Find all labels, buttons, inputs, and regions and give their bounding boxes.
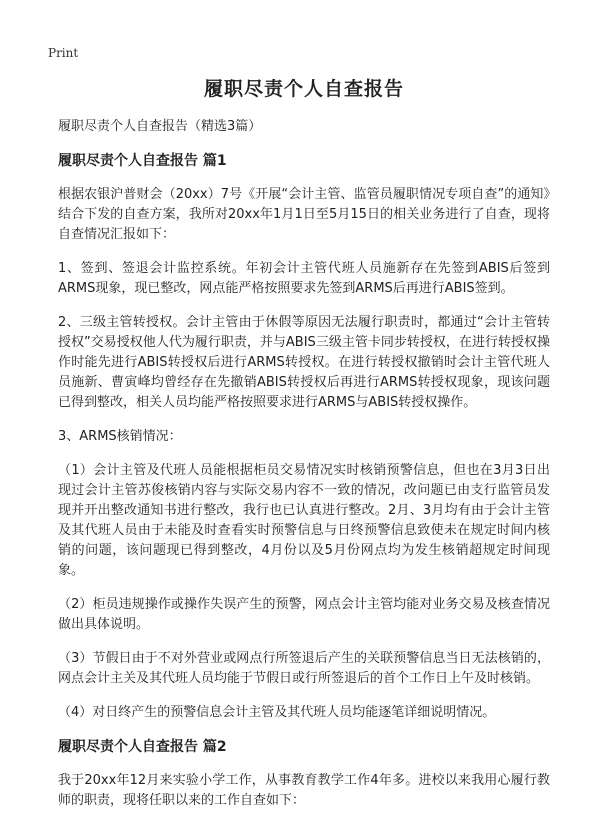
paragraph: （3）节假日由于不对外营业或网点行所签退后产生的关联预警信息当日无法核销的，网点会计主关及其代班人员均能于节假日或行所签退后的首个工作日上午及时核销。 [58,651,550,686]
paragraph: （1）会计主管及代班人员能根据柜员交易情况实时核销预警信息，但也在3月3日出现过会计主管苏俊核销内容与实际交易内容不一致的情况，改问题已由支行监管员发现并开出整改通知书进行整改，我行也已认真进行整改。2月、3月均有由于会计主管及其代班人员由于未能及时查看实时预警信息与日终预警信息致使未在规定时间内核销的问题，该问题现已得到整改，4月份以及5月份网点均为发生核销超规定时间现象。 [58,463,550,578]
section-heading-1: 履职尽责个人自查报告 篇1 [58,153,227,169]
paragraph: 我于20xx年12月来实验小学工作，从事教育教学工作4年多。进校以来我用心履行教师的职责，现将任职以来的工作自查如下： [58,773,550,808]
section-heading-2: 履职尽责个人自查报告 篇2 [58,739,227,755]
page-title: 履职尽责个人自查报告 [203,78,404,100]
print-link[interactable]: Print [48,46,79,60]
paragraph: （4）对日终产生的预警信息会计主管及其代班人员均能逐笔详细说明情况。 [58,705,496,720]
paragraph: （2）柜员违规操作或操作失误产生的预警，网点会计主管均能对业务交易及核查情况做出具体说明。 [58,597,550,632]
paragraph: 根据农银沪普财会（20xx）7号《开展“会计主管、监管员履职情况专项自查”的通知》结合下发的自查方案，我所对20xx年1月1日至5月15日的相关业务进行了自查，现将自查情况汇报如下： [58,187,550,242]
paragraph: 1、签到、签退会计监控系统。年初会计主管代班人员施新存在先签到ABIS后签到ARMS现象，现已整改，网点能严格按照要求先签到ARMS后再进行ABIS签到。 [58,261,550,296]
document-subtitle: 履职尽责个人自查报告（精选3篇） [58,119,262,134]
paragraph: 2、三级主管转授权。会计主管由于休假等原因无法履行职责时，都通过“会计主管转授权”交易授权他人代为履行职责，并与ABIS三级主管卡同步转授权，在进行转授权操作时能先进行ABIS转授权后进行ARMS转授权。在进行转授权撤销时会计主管代班人员施新、曹寅峰均曾经存在先撤销ABIS转授权后再进行ARMS转授权现象，现该问题已得到整改，相关人员均能严格按照要求进行ARMS与ABIS转授权操作。 [58,315,550,410]
paragraph: 3、ARMS核销情况： [58,429,182,444]
